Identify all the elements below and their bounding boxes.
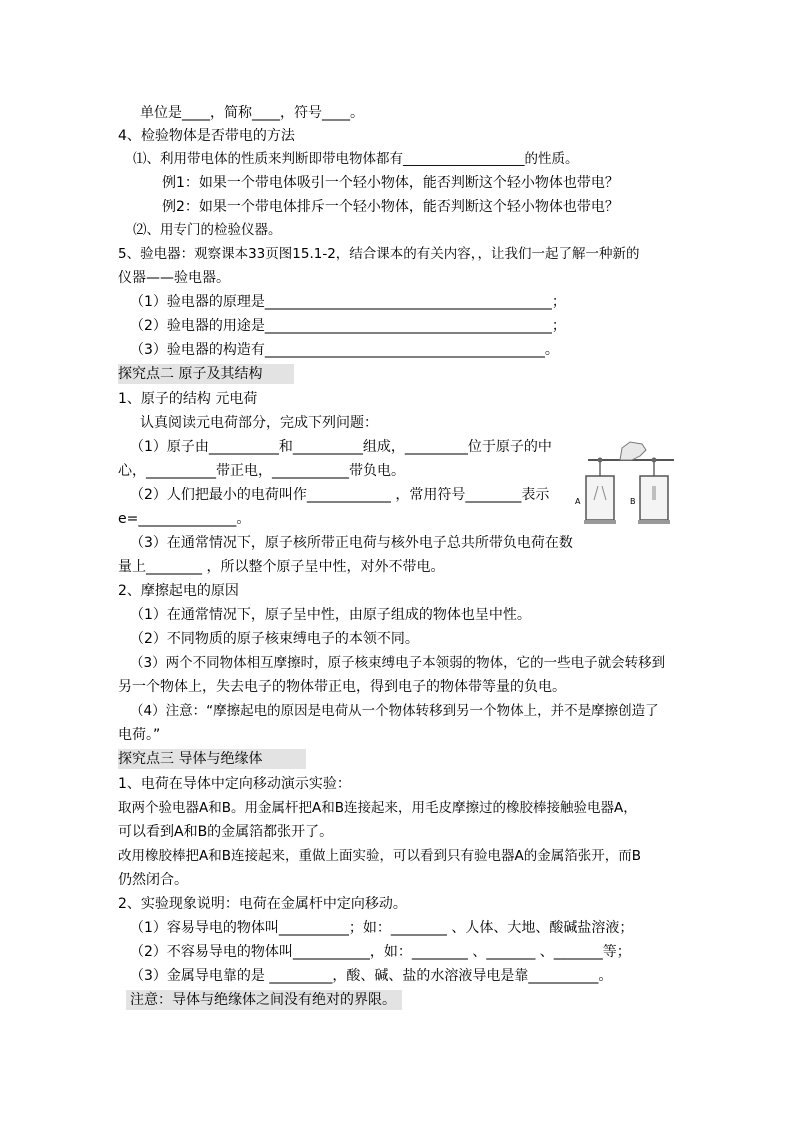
text-line: （2）验电器的用途是_________________________________________； bbox=[130, 318, 566, 334]
text-line: （4）注意：“摩擦起电的原因是电荷从一个物体转移到另一个物体上，并不是摩擦创造了 bbox=[130, 703, 659, 719]
note: 注意：导体与绝缘体之间没有绝对的界限。 bbox=[126, 990, 402, 1010]
text-line: （3）两个不同物体相互摩擦时，原子核束缚电子本领弱的物体，它的一些电子就会转移到 bbox=[130, 655, 666, 671]
text-line: 取两个验电器A和B。用金属杆把A和B连接起来，用毛皮摩擦过的橡胶棒接触验电器A， bbox=[118, 800, 637, 816]
text-line: （1）容易导电的物体叫__________；如：________ 、人体、大地、酸碱盐溶液； bbox=[130, 920, 634, 936]
text-line: （3）金属导电靠的是 _________，酸、碱、盐的水溶液导电是靠__________。 bbox=[130, 968, 613, 984]
section-item-1: 1、原子的结构 元电荷 bbox=[118, 391, 258, 407]
section-item-4: 4、检验物体是否带电的方法 bbox=[118, 128, 295, 144]
text-line: e=______________。 bbox=[118, 511, 251, 527]
text-line: 认真阅读元电荷部分，完成下列问题： bbox=[140, 415, 378, 431]
text-line: 另一个物体上，失去电子的物体带正电，得到电子的物体带等量的负电。 bbox=[118, 679, 566, 695]
text-line: 可以看到A和B的金属箔都张开了。 bbox=[118, 824, 334, 840]
electroscope-b bbox=[638, 458, 670, 525]
label-b: B bbox=[630, 497, 636, 506]
text-line: （2）不同物质的原子核束缚电子的本领不同。 bbox=[130, 631, 419, 647]
text-line: （1）在通常情况下，原子呈中性，由原子组成的物体也呈中性。 bbox=[130, 607, 531, 623]
text-line: 单位是____，简称____，符号____。 bbox=[140, 105, 364, 121]
section-item-2: 2、实验现象说明：电荷在金属杆中定向移动。 bbox=[118, 896, 407, 912]
text-line: ⑵、用专门的检验仪器。 bbox=[133, 222, 282, 238]
section-item-5: 5、验电器：观察课本33页图15.1-2，结合课本的有关内容，，让我们一起了解一种新的 bbox=[118, 246, 640, 262]
electroscope-a bbox=[584, 458, 616, 525]
text-line: （1）验电器的原理是_________________________________________； bbox=[130, 294, 566, 310]
example-1: 例1：如果一个带电体吸引一个轻小物体，能否判断这个轻小物体也带电？ bbox=[162, 175, 619, 191]
text-line: （2）人们把最小的电荷叫作____________ ，常用符号________表示 bbox=[130, 487, 550, 503]
electroscope-figure bbox=[574, 438, 676, 530]
section-heading-2: 探究点二 原子及其结构 bbox=[118, 364, 294, 384]
text-line: 仍然闭合。 bbox=[118, 872, 188, 888]
hand-icon bbox=[620, 442, 646, 460]
text-line: 电荷。” bbox=[118, 727, 161, 743]
text-line: 改用橡胶棒把A和B连接起来，重做上面实验，可以看到只有验电器A的金属箔张开，而B bbox=[118, 848, 641, 864]
text-line: （3）验电器的构造有________________________________________。 bbox=[130, 342, 559, 358]
text-line: （3）在通常情况下，原子核所带正电荷与核外电子总共所带负电荷在数 bbox=[130, 535, 573, 551]
label-a: A bbox=[575, 497, 581, 506]
text-line: 心，__________带正电，___________带负电。 bbox=[118, 463, 405, 479]
text-line: 量上________ ，所以整个原子呈中性，对外不带电。 bbox=[118, 559, 445, 575]
section-heading-3: 探究点三 导体与绝缘体 bbox=[118, 749, 306, 769]
text-line: ⑴、利用带电体的性质来判断即带电物体都有__________________的性质。 bbox=[133, 151, 579, 167]
example-2: 例2：如果一个带电体排斥一个轻小物体，能否判断这个轻小物体也带电？ bbox=[162, 199, 619, 215]
text-line: （2）不容易导电的物体叫___________，如：________ 、_______ 、_______等； bbox=[130, 944, 631, 960]
text-line: 仪器——验电器。 bbox=[118, 270, 230, 286]
section-item-1: 1、电荷在导体中定向移动演示实验： bbox=[118, 776, 351, 792]
section-item-2: 2、摩擦起电的原因 bbox=[118, 583, 239, 599]
text-line: （1）原子由__________和__________组成，_________位于原子的中 bbox=[130, 439, 552, 455]
